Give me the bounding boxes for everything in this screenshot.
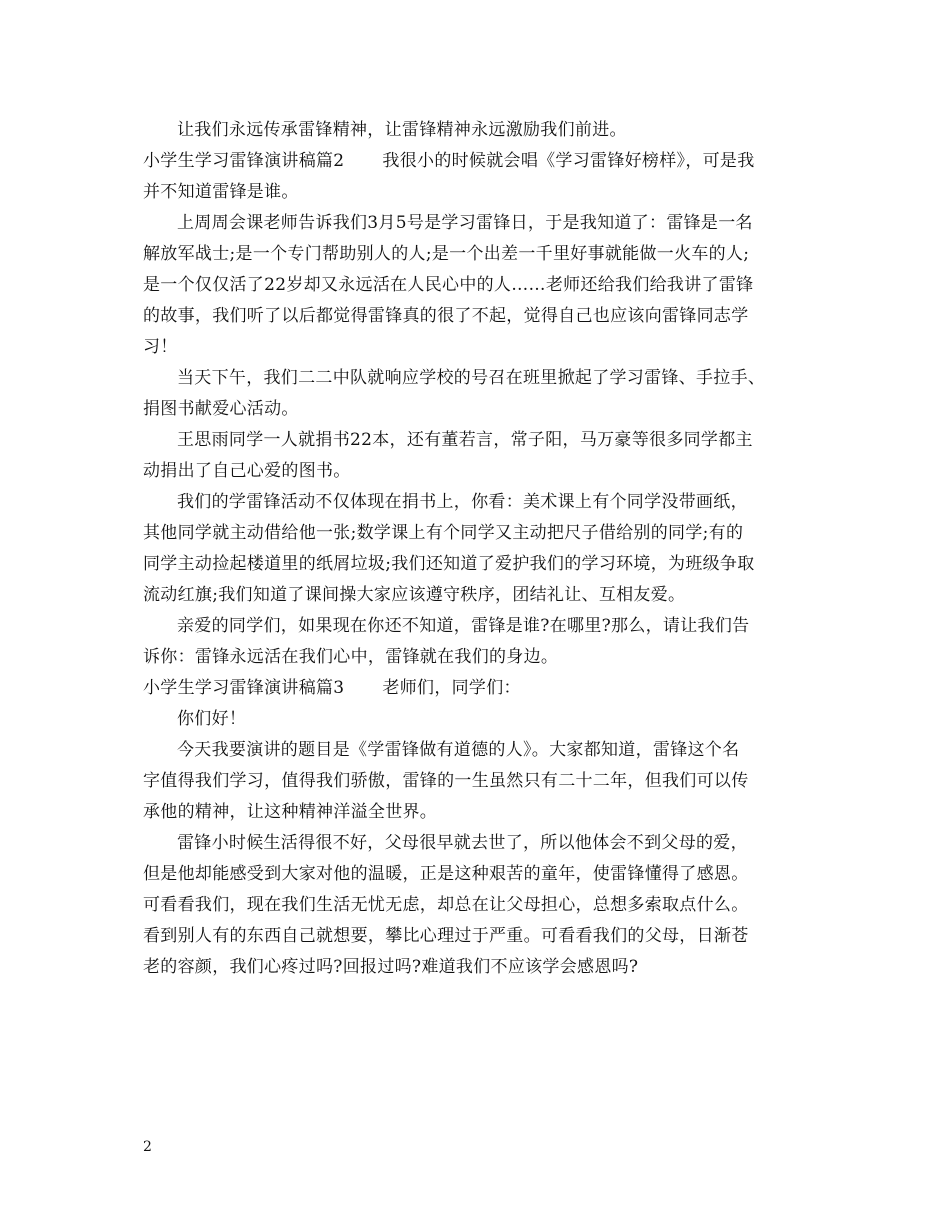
line-text: 并不知道雷锋是谁。 — [143, 182, 299, 202]
text-line — [143, 425, 813, 456]
text-line — [143, 332, 813, 363]
line-text: 字值得我们学习，值得我们骄傲，雷锋的一生虽然只有二十二年，但我们可以传 — [143, 771, 749, 791]
text-line — [143, 580, 813, 611]
line-text: 解放军战士;是一个专门帮助别人的人;是一个出差一千里好事就能做一火车的人; — [143, 244, 750, 264]
line-text: 让我们永远传承雷锋精神，让雷锋精神永远激励我们前进。 — [177, 120, 627, 140]
line-text: 上周周会课老师告诉我们3月5号是学习雷锋日，于是我知道了：雷锋是一名 — [177, 213, 753, 233]
document-body — [143, 115, 813, 983]
line-text: 捐图书献爱心活动。 — [143, 399, 299, 419]
line-text: 我很小的时候就会唱《学习雷锋好榜样》，可是我 — [382, 151, 755, 171]
text-line — [143, 394, 813, 425]
line-text: 看到别人有的东西自己就想要，攀比心理过于严重。可看看我们的父母，日渐苍 — [143, 926, 749, 946]
line-text: 其他同学就主动借给他一张;数学课上有个同学又主动把尺子借给别的同学;有的 — [143, 523, 744, 543]
line-text: 雷锋小时候生活得很不好，父母很早就去世了，所以他体会不到父母的爱， — [177, 833, 748, 853]
line-text: 王思雨同学一人就捐书22本，还有董若言，常子阳，马万豪等很多同学都主 — [177, 430, 753, 450]
text-line — [143, 549, 813, 580]
line-text: 你们好！ — [177, 709, 247, 729]
section-heading-line — [143, 673, 813, 704]
line-text: 今天我要演讲的题目是《学雷锋做有道德的人》。大家都知道，雷锋这个名 — [177, 740, 740, 760]
text-line — [143, 456, 813, 487]
line-text: 但是他却能感受到大家对他的温暖，正是这种艰苦的童年，使雷锋懂得了感恩。 — [143, 864, 749, 884]
line-text: 老师们，同学们： — [382, 678, 521, 698]
line-text: 亲爱的同学们，如果现在你还不知道，雷锋是谁?在哪里?那么，请让我们告 — [177, 616, 750, 636]
text-line — [143, 239, 813, 270]
text-line — [143, 115, 813, 146]
text-line — [143, 611, 813, 642]
section-heading: 小学生学习雷锋演讲稿篇2 — [143, 151, 345, 171]
text-line — [143, 642, 813, 673]
text-line — [143, 859, 813, 890]
text-line — [143, 952, 813, 983]
text-line — [143, 487, 813, 518]
page-number: 2 — [143, 1139, 152, 1155]
section-heading-line — [143, 146, 813, 177]
line-text: 流动红旗;我们知道了课间操大家应该遵守秩序，团结礼让、互相友爱。 — [143, 585, 686, 605]
text-line — [143, 766, 813, 797]
text-line — [143, 890, 813, 921]
text-line — [143, 921, 813, 952]
text-line — [143, 363, 813, 394]
text-line — [143, 797, 813, 828]
line-text: 承他的精神，让这种精神洋溢全世界。 — [143, 802, 438, 822]
line-text: 诉你：雷锋永远活在我们心中，雷锋就在我们的身边。 — [143, 647, 559, 667]
text-line — [143, 177, 813, 208]
text-line — [143, 208, 813, 239]
text-line — [143, 518, 813, 549]
line-text: 当天下午，我们二二中队就响应学校的号召在班里掀起了学习雷锋、手拉手、 — [177, 368, 766, 388]
line-text: 我们的学雷锋活动不仅体现在捐书上，你看：美术课上有个同学没带画纸， — [177, 492, 748, 512]
line-text: 同学主动捡起楼道里的纸屑垃圾;我们还知道了爱护我们的学习环境，为班级争取 — [143, 554, 755, 574]
line-text: 的故事，我们听了以后都觉得雷锋真的很了不起，觉得自己也应该向雷锋同志学 — [143, 306, 749, 326]
text-line — [143, 828, 813, 859]
text-line — [143, 270, 813, 301]
line-text: 可看看我们，现在我们生活无忧无虑，却总在让父母担心，总想多索取点什么。 — [143, 895, 749, 915]
line-text: 是一个仅仅活了22岁却又永远活在人民心中的人……老师还给我们给我讲了雷锋 — [143, 275, 754, 295]
text-line — [143, 301, 813, 332]
text-line — [143, 704, 813, 735]
section-heading: 小学生学习雷锋演讲稿篇3 — [143, 678, 345, 698]
line-text: 习！ — [143, 337, 178, 357]
text-line — [143, 735, 813, 766]
line-text: 动捐出了自己心爱的图书。 — [143, 461, 351, 481]
line-text: 老的容颜，我们心疼过吗?回报过吗?难道我们不应该学会感恩吗? — [143, 957, 639, 977]
